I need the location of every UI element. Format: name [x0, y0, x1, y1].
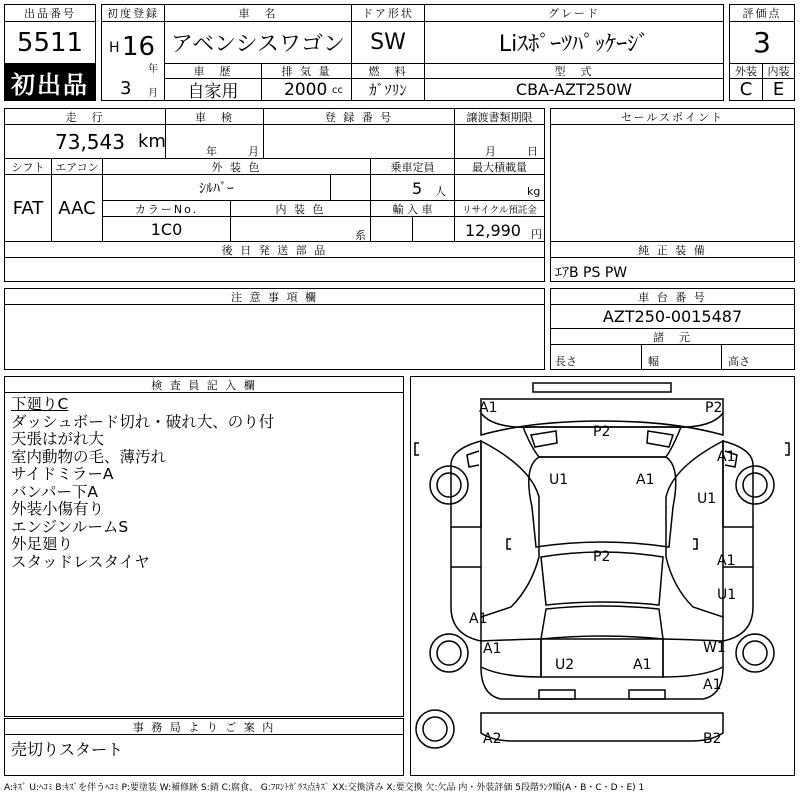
mark-left-rear-wheel: A1 [483, 641, 502, 657]
mark-hood: P2 [593, 424, 611, 440]
recycle-fee: 12,990 [465, 221, 521, 240]
first-registration-box [101, 21, 165, 101]
mark-front-bumper-left: A1 [479, 400, 498, 416]
displacement-box [261, 78, 352, 101]
mark-front-bumper-right: P2 [705, 400, 723, 416]
model-label: 型 式 [424, 63, 724, 79]
note-engine-room: エンジンルームS [11, 517, 129, 536]
fuel-label: 燃 料 [351, 63, 425, 79]
history-label: 車 歴 [164, 63, 262, 79]
mark-windshield-right: A1 [636, 472, 655, 488]
import-value-1 [370, 216, 413, 242]
note-interior: 室内動物の毛、薄汚れ [11, 447, 167, 466]
transfer-month-unit: 月 [485, 145, 496, 158]
later-parts [4, 257, 545, 282]
capacity-unit: 人 [435, 185, 446, 198]
grade: Liｽﾎﾟｰﾂﾊﾟｯｹｰｼﾞ [424, 21, 724, 64]
dimensions-label: 諸 元 [550, 328, 795, 345]
exterior-color: ｼﾙﾊﾞｰ [102, 174, 331, 201]
fuel: ｶﾞｿﾘﾝ [351, 78, 425, 101]
note-side-mirror: サイドミラーA [11, 465, 114, 483]
recycle-box [454, 216, 545, 242]
import-label: 輸 入 車 [370, 200, 455, 217]
exterior-label: 外装 [729, 63, 763, 79]
office-box [4, 734, 404, 776]
recycle-unit: 円 [531, 228, 542, 241]
chassis-label: 車 台 番 号 [550, 288, 795, 305]
inspector-label: 検 査 員 記 入 欄 [4, 376, 404, 393]
interior-label: 内装 [762, 63, 795, 79]
length-label: 長さ [555, 355, 577, 368]
chassis-number: AZT250-0015487 [550, 304, 795, 329]
inspection-month-unit: 月 [248, 145, 259, 158]
note-underbody: 下廻りC [11, 395, 69, 413]
width-box [641, 344, 722, 370]
shift: FAT [4, 174, 52, 242]
mileage-label: 走 行 [4, 108, 166, 125]
inspection-box [165, 124, 264, 159]
mark-rear-right: A1 [633, 657, 652, 673]
height-label: 高さ [728, 355, 750, 368]
max-load-label: 最大積載量 [454, 158, 545, 175]
score-label: 評価点 [729, 4, 795, 22]
later-parts-label: 後 日 発 送 部 品 [4, 241, 545, 258]
office-label: 事 務 局 よ り ご 案 内 [4, 718, 404, 735]
caution-label: 注 意 事 項 欄 [4, 288, 545, 305]
mileage-unit: km [138, 131, 166, 152]
equipment-box [550, 257, 795, 282]
mark-right-quarter: U1 [717, 587, 737, 603]
aircon-label: エアコン [51, 158, 103, 175]
office-text: 売切りスタート [11, 740, 124, 759]
legend: A:ｷｽﾞ U:ﾍｺﾐ B:ｷｽﾞを伴うﾍｺﾐ P:要塗装 W:補修跡 S:錆 C:腐食、 G:ﾌﾛﾝﾄｶﾞﾗｽ点ｷｽﾞ XX:交換済み X:要交換 欠:欠品 内・外装評価 5段階ﾗﾝｸ順(A・B・C・D・E) 1 [4, 783, 645, 793]
inspector-notes [4, 392, 404, 717]
score: 3 [729, 21, 795, 64]
registration-number [263, 124, 455, 159]
car-damage-diagram [410, 376, 795, 776]
capacity-box [370, 174, 455, 201]
mark-right-front-door: U1 [697, 491, 717, 507]
history: 自家用 [164, 78, 262, 101]
first-listing-badge: 初出品 [4, 63, 96, 101]
exterior-color-label: 外 装 色 [102, 158, 371, 175]
inspection-label: 車 検 [165, 108, 264, 125]
length-box [550, 344, 642, 370]
mark-rear-left: U2 [555, 657, 575, 673]
note-exterior: 外装小傷有り [11, 500, 105, 518]
import-value-2 [412, 216, 455, 242]
mark-right-rear-door: A1 [717, 553, 736, 569]
first-registration-year: 16 [122, 32, 156, 62]
height-box [721, 344, 795, 370]
capacity: 5 [412, 179, 423, 198]
color-number: 1C0 [102, 216, 231, 242]
exterior-color-extra [330, 174, 371, 201]
mark-roof: P2 [593, 549, 611, 565]
note-suspension: 外足廻り [11, 535, 74, 553]
note-headliner: 天張はがれ大 [11, 430, 105, 448]
car-name-label: 車 名 [164, 4, 352, 22]
mark-rear-bumper-left: A2 [483, 731, 502, 747]
mark-windshield-left: U1 [549, 472, 569, 488]
aircon: AAC [51, 174, 103, 242]
inspection-year-unit: 年 [206, 145, 217, 158]
mileage-box [4, 124, 166, 159]
door-label: ドア形状 [351, 4, 425, 22]
transfer-day-unit: 日 [527, 145, 538, 158]
capacity-label: 乗車定員 [370, 158, 455, 175]
width-label: 幅 [648, 355, 659, 368]
grade-label: グレード [424, 4, 724, 22]
door-type: SW [351, 21, 425, 64]
note-dashboard: ダッシュボード切れ・破れ大、のり付 [11, 412, 275, 431]
interior-color-label: 内 装 色 [230, 200, 371, 217]
color-number-label: カラーNo. [102, 200, 231, 217]
exterior-grade: C [729, 78, 763, 101]
first-registration-label: 初度登録 [101, 4, 165, 22]
mark-right-front-fender: A1 [717, 449, 736, 465]
mark-rear-right-corner: A1 [703, 677, 722, 693]
mileage: 73,543 [55, 130, 125, 154]
lot-number-label: 出品番号 [4, 4, 96, 22]
interior-color-unit: 系 [355, 229, 366, 242]
mark-rear-bumper-right: B2 [703, 731, 722, 747]
max-load-box [454, 174, 545, 201]
shift-label: シフト [4, 158, 52, 175]
note-studless-tires: スタッドレスタイヤ [11, 552, 150, 571]
mark-right-rear-wheel: W1 [703, 640, 726, 656]
displacement-label: 排 気 量 [261, 63, 352, 79]
car-name: アベンシスワゴン [164, 21, 352, 64]
max-load-unit: kg [527, 185, 541, 198]
equipment-label: 純 正 装 備 [550, 241, 795, 258]
recycle-label: リサイクル預託金 [454, 200, 545, 217]
first-registration-month: 3 [120, 78, 132, 99]
sales-points-label: セールスポイント [550, 108, 795, 125]
transfer-deadline-box [454, 124, 545, 159]
sales-points [550, 124, 795, 242]
transfer-deadline-label: 譲渡書類期限 [454, 108, 545, 125]
caution-notes [4, 304, 545, 370]
displacement: 2000 [284, 80, 328, 100]
mark-left-rear-door: A1 [469, 611, 488, 627]
era: H [109, 40, 120, 56]
year-unit: 年 [148, 64, 158, 75]
note-bumper: バンパー下A [11, 482, 99, 501]
registration-number-label: 登 録 番 号 [263, 108, 455, 125]
interior-color-box [230, 216, 371, 242]
lot-number: 5511 [4, 21, 96, 64]
displacement-unit: cc [332, 85, 343, 96]
equipment: ｴｱB PS PW [555, 265, 628, 281]
interior-grade: E [762, 78, 795, 101]
month-unit: 月 [148, 88, 158, 99]
model-code: CBA-AZT250W [424, 78, 724, 101]
